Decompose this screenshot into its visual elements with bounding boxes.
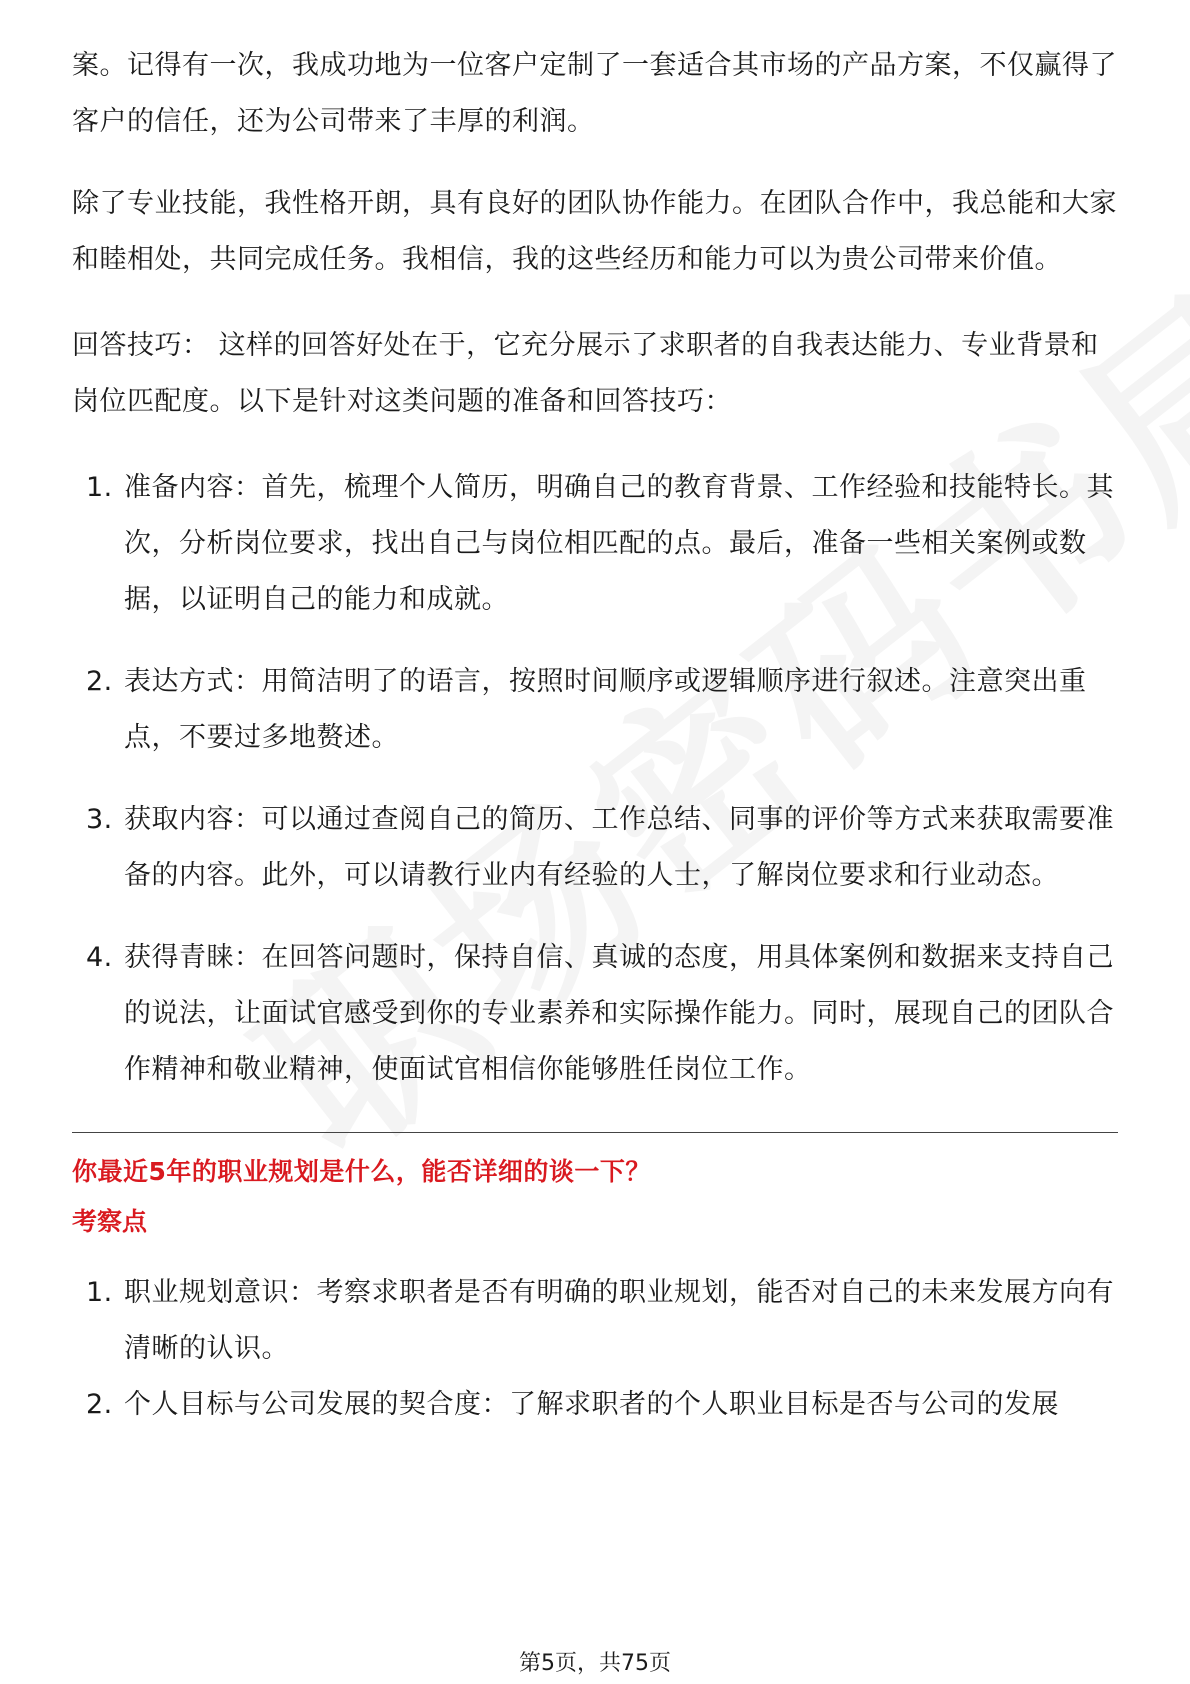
- tips-list: [72, 460, 1118, 1098]
- point-text: 职业规划意识：考察求职者是否有明确的职业规划，能否对自己的未来发展方向有清晰的认识。: [124, 1277, 1114, 1364]
- question-subheading: 考察点: [72, 1207, 148, 1236]
- tip-text: 获取内容：可以通过查阅自己的简历、工作总结、同事的评价等方式来获取需要准备的内容。此外，可以请教行业内有经验的人士，了解岗位要求和行业动态。: [124, 804, 1114, 891]
- tip-item: [72, 930, 1118, 1098]
- assessment-point: [72, 1377, 1118, 1433]
- intro-paragraph-1: 案。记得有一次，我成功地为一位客户定制了一套适合其市场的产品方案，不仅赢得了客户的信任，还为公司带来了丰厚的利润。: [72, 50, 1117, 137]
- assessment-point: [72, 1265, 1118, 1377]
- tip-text: 准备内容：首先，梳理个人简历，明确自己的教育背景、工作经验和技能特长。其次，分析岗位要求，找出自己与岗位相匹配的点。最后，准备一些相关案例或数据，以证明自己的能力和成就。: [124, 472, 1114, 615]
- tip-number: 2.: [86, 666, 113, 697]
- point-text: 个人目标与公司发展的契合度：了解求职者的个人职业目标是否与公司的发展: [124, 1389, 1059, 1420]
- intro-paragraph-2: 除了专业技能，我性格开朗，具有良好的团队协作能力。在团队合作中，我总能和大家和睦相处，共同完成任务。我相信，我的这些经历和能力可以为贵公司带来价值。: [72, 188, 1117, 275]
- question-title: 你最近5年的职业规划是什么，能否详细的谈一下？: [72, 1157, 651, 1186]
- tip-number: 4.: [86, 942, 113, 973]
- tip-item: [72, 792, 1118, 904]
- assessment-points-list: [72, 1265, 1118, 1433]
- tip-item: [72, 654, 1118, 766]
- point-number: 2.: [86, 1389, 113, 1420]
- page-content: [72, 38, 1118, 1433]
- section-divider: [72, 1132, 1118, 1133]
- tip-text: 表达方式：用简洁明了的语言，按照时间顺序或逻辑顺序进行叙述。注意突出重点，不要过多地赘述。: [124, 666, 1087, 753]
- point-number: 1.: [86, 1277, 113, 1308]
- tip-item: [72, 460, 1118, 628]
- answer-tips-paragraph: 回答技巧： 这样的回答好处在于，它充分展示了求职者的自我表达能力、专业背景和岗位匹配度。以下是针对这类问题的准备和回答技巧：: [72, 330, 1099, 417]
- tip-number: 1.: [86, 472, 113, 503]
- tip-number: 3.: [86, 804, 113, 835]
- page-footer: 第5页，共75页: [519, 1651, 671, 1676]
- tip-text: 获得青睐：在回答问题时，保持自信、真诚的态度，用具体案例和数据来支持自己的说法，让面试官感受到你的专业素养和实际操作能力。同时，展现自己的团队合作精神和敬业精神，使面试官相信你能够胜任岗位工作。: [124, 942, 1114, 1085]
